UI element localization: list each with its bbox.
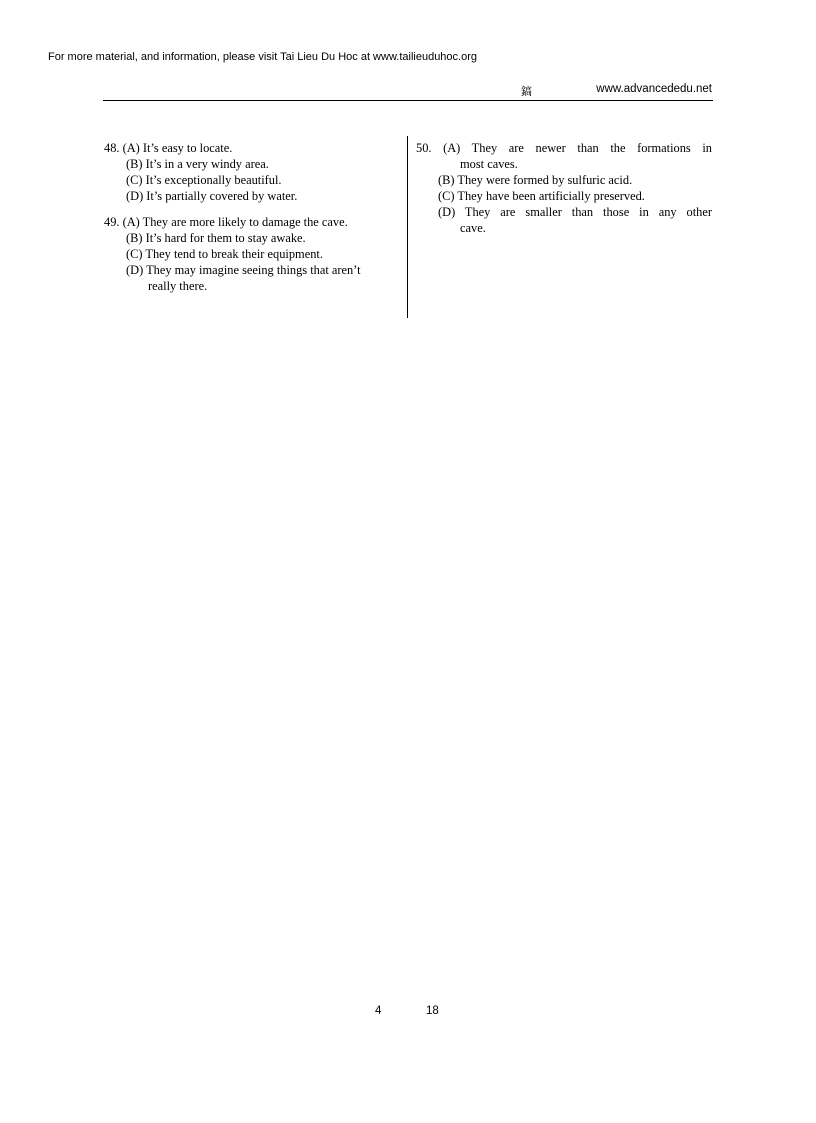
left-column — [104, 140, 400, 304]
q49-option-c: (C) They tend to break their equipment. — [126, 247, 323, 261]
q50-option-a-continued: most caves. — [460, 157, 518, 171]
q50-option-b: (B) They were formed by sulfuric acid. — [438, 173, 633, 187]
source-banner: For more material, and information, please visit Tai Lieu Du Hoc at www.tailieuduhoc.org — [48, 51, 477, 63]
q50-option-d: (D) They are smaller than those in any other — [438, 205, 712, 219]
header-glyph: 鎬 — [521, 85, 532, 98]
page-header — [103, 80, 713, 101]
q49-option-b: (B) It’s hard for them to stay awake. — [126, 231, 306, 245]
q49-option-d-continued: really there. — [148, 279, 208, 293]
question-48 — [104, 140, 400, 204]
right-column — [416, 140, 712, 246]
q48-option-a: 48. (A) It’s easy to locate. — [104, 141, 233, 155]
q50-option-a: 50. (A) They are newer than the formations in — [416, 141, 712, 155]
q50-option-d-continued: cave. — [460, 221, 486, 235]
question-50 — [416, 140, 712, 236]
page-number-right: 18 — [426, 1005, 439, 1017]
q49-option-d: (D) They may imagine seeing things that aren’t — [126, 263, 361, 277]
page-number-left: 4 — [375, 1005, 382, 1017]
header-site: www.advancededu.net — [596, 83, 712, 95]
q48-option-b: (B) It’s in a very windy area. — [126, 157, 269, 171]
column-divider — [407, 136, 408, 318]
question-49 — [104, 214, 400, 294]
q48-option-d: (D) It’s partially covered by water. — [126, 189, 298, 203]
q50-option-c: (C) They have been artificially preserved. — [438, 189, 645, 203]
q49-option-a: 49. (A) They are more likely to damage the cave. — [104, 215, 348, 229]
q48-option-c: (C) It’s exceptionally beautiful. — [126, 173, 282, 187]
